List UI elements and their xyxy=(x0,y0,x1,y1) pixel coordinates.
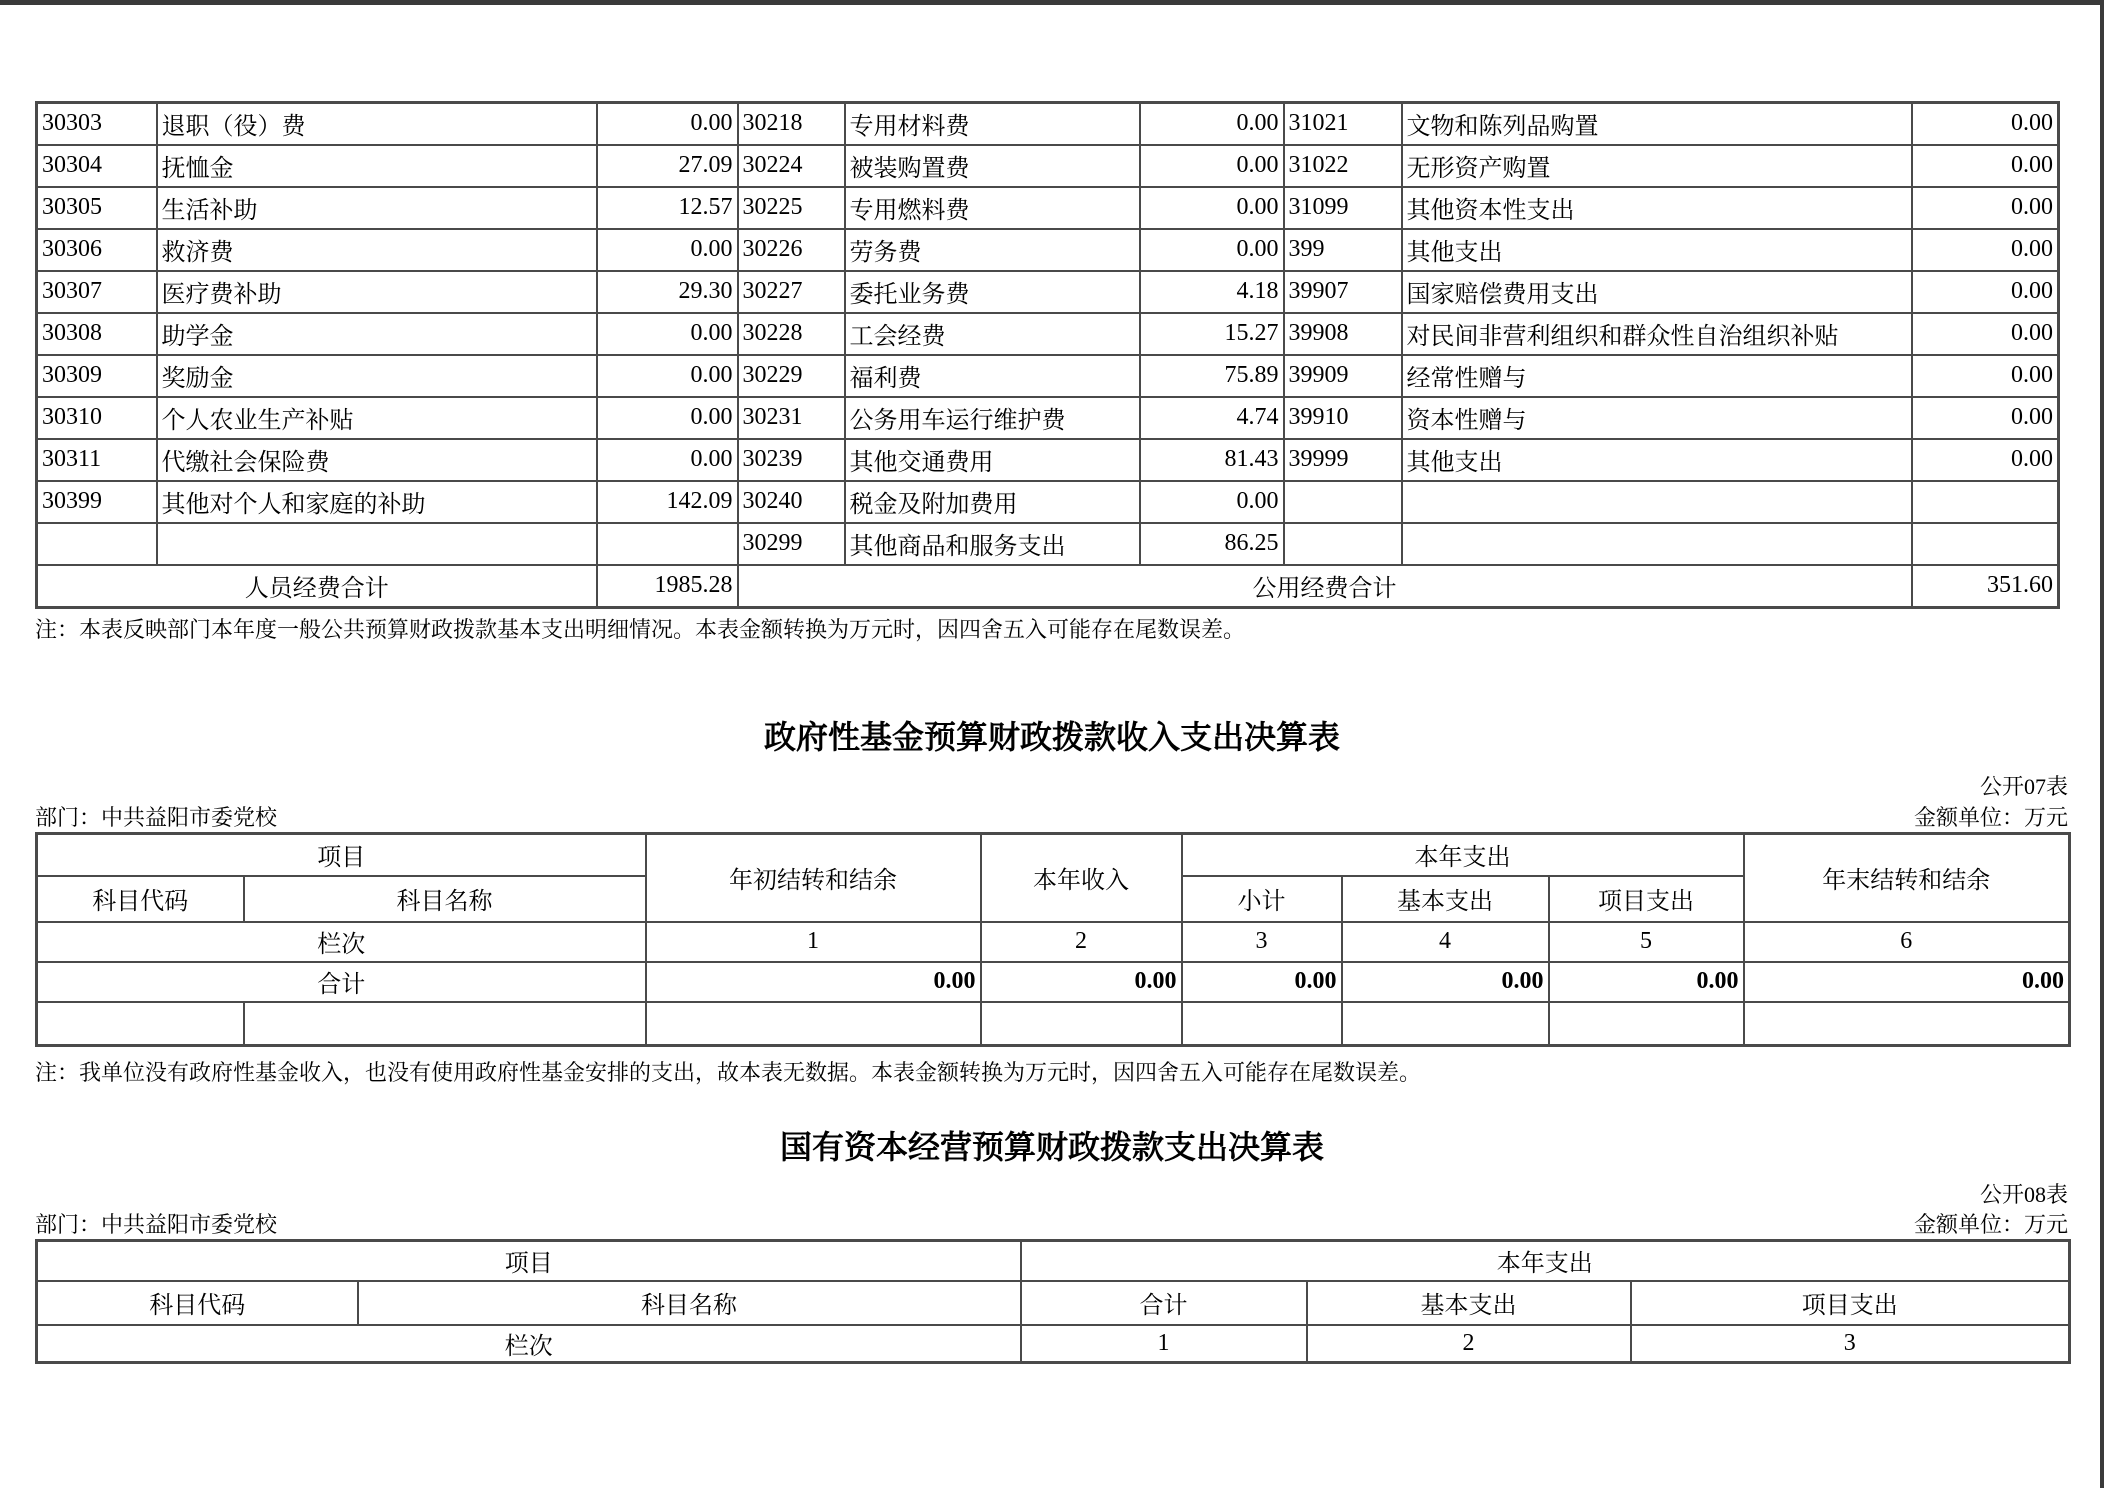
table-row xyxy=(37,187,2059,229)
table-row xyxy=(37,397,2059,439)
amount-cell: 27.09 xyxy=(597,145,738,187)
subject-code-cell: 30240 xyxy=(738,481,845,523)
amount-cell: 12.57 xyxy=(597,187,738,229)
subject-code-cell: 31022 xyxy=(1284,145,1402,187)
subject-code-cell: 30226 xyxy=(738,229,845,271)
subject-code-cell: 30307 xyxy=(37,271,157,313)
subject-code-cell: 30311 xyxy=(37,439,157,481)
column-index: 1 xyxy=(1021,1325,1307,1363)
table-row xyxy=(37,481,2059,523)
subject-name-cell: 劳务费 xyxy=(845,229,1140,271)
gov-fund-total-row xyxy=(37,962,2070,1002)
amount-cell: 142.09 xyxy=(597,481,738,523)
empty-cell xyxy=(37,523,157,565)
subject-name-cell: 税金及附加费用 xyxy=(845,481,1140,523)
public-total-value: 351.60 xyxy=(1912,565,2059,608)
subject-name-cell: 其他对个人和家庭的补助 xyxy=(157,481,597,523)
subject-code-cell: 30399 xyxy=(37,481,157,523)
empty-cell xyxy=(1284,523,1402,565)
amount-cell: 0.00 xyxy=(1912,439,2059,481)
total-value: 0.00 xyxy=(981,962,1182,1002)
subject-name-cell: 生活补助 xyxy=(157,187,597,229)
header-subject-name: 科目名称 xyxy=(244,876,646,922)
gov-fund-header-row-1 xyxy=(37,834,2070,876)
basic-expense-note: 注：本表反映部门本年度一般公共预算财政拨款基本支出明细情况。本表金额转换为万元时，因四舍五入可能存在尾数误差。 xyxy=(35,617,1246,642)
header-basic-expense: 基本支出 xyxy=(1307,1281,1631,1325)
amount-cell: 86.25 xyxy=(1140,523,1284,565)
amount-cell: 0.00 xyxy=(1912,145,2059,187)
amount-cell: 0.00 xyxy=(1140,103,1284,145)
column-index: 4 xyxy=(1342,922,1549,962)
subject-code-cell: 30305 xyxy=(37,187,157,229)
subject-name-cell: 抚恤金 xyxy=(157,145,597,187)
subject-code-cell: 399 xyxy=(1284,229,1402,271)
table-row xyxy=(37,103,2059,145)
column-index: 2 xyxy=(981,922,1182,962)
table-row xyxy=(37,313,2059,355)
empty-cell xyxy=(1284,481,1402,523)
basic-expense-table xyxy=(35,101,2060,609)
header-project: 项目 xyxy=(37,834,646,876)
amount-cell: 15.27 xyxy=(1140,313,1284,355)
state-capital-sheet-label: 公开08表 xyxy=(1979,1182,2068,1207)
subject-code-cell: 30231 xyxy=(738,397,845,439)
subject-name-cell: 被装购置费 xyxy=(845,145,1140,187)
table-row xyxy=(37,229,2059,271)
subject-code-cell: 30228 xyxy=(738,313,845,355)
gov-fund-meta-line xyxy=(35,801,2068,832)
header-subject-code: 科目代码 xyxy=(37,1281,358,1325)
subject-name-cell: 医疗费补助 xyxy=(157,271,597,313)
empty-cell xyxy=(1402,523,1912,565)
subject-code-cell: 30227 xyxy=(738,271,845,313)
amount-cell: 81.43 xyxy=(1140,439,1284,481)
column-index: 5 xyxy=(1549,922,1744,962)
state-capital-table-title: 国有资本经营预算财政拨款支出决算表 xyxy=(779,1129,1324,1165)
subject-code-cell: 30308 xyxy=(37,313,157,355)
personnel-total-value: 1985.28 xyxy=(597,565,738,608)
page-top-border xyxy=(0,0,2104,5)
gov-fund-column-index-row xyxy=(37,922,2070,962)
empty-cell xyxy=(157,523,597,565)
amount-cell: 0.00 xyxy=(1912,103,2059,145)
empty-cell xyxy=(244,1002,646,1046)
amount-cell: 0.00 xyxy=(1912,397,2059,439)
subject-name-cell: 其他支出 xyxy=(1402,439,1912,481)
table-row xyxy=(37,271,2059,313)
amount-cell: 0.00 xyxy=(597,397,738,439)
totals-row xyxy=(37,565,2059,608)
subject-code-cell: 30229 xyxy=(738,355,845,397)
gov-fund-table xyxy=(35,832,2071,1047)
total-value: 0.00 xyxy=(1182,962,1342,1002)
subject-name-cell: 个人农业生产补贴 xyxy=(157,397,597,439)
basic-expense-table-body xyxy=(37,103,2059,565)
table-row xyxy=(37,439,2059,481)
subject-code-cell: 30218 xyxy=(738,103,845,145)
public-total-label: 公用经费合计 xyxy=(738,565,1912,608)
state-capital-header-row-2 xyxy=(37,1281,2070,1325)
empty-cell xyxy=(1402,481,1912,523)
amount-cell: 4.74 xyxy=(1140,397,1284,439)
state-capital-column-index-row xyxy=(37,1325,2070,1363)
gov-fund-department: 部门：中共益阳市委党校 xyxy=(35,805,278,830)
header-project-expense: 项目支出 xyxy=(1549,876,1744,922)
gov-fund-unit-label: 金额单位：万元 xyxy=(1913,805,2068,830)
subject-name-cell: 专用燃料费 xyxy=(845,187,1140,229)
header-end-balance: 年末结转和结余 xyxy=(1744,834,2070,922)
state-capital-unit-label: 金额单位：万元 xyxy=(1913,1212,2068,1237)
amount-cell: 0.00 xyxy=(1140,481,1284,523)
subject-name-cell: 代缴社会保险费 xyxy=(157,439,597,481)
table-row xyxy=(37,523,2059,565)
subject-code-cell: 30309 xyxy=(37,355,157,397)
state-capital-header-row-1 xyxy=(37,1241,2070,1281)
gov-fund-empty-row xyxy=(37,1002,2070,1046)
subject-name-cell: 公务用车运行维护费 xyxy=(845,397,1140,439)
total-value: 0.00 xyxy=(646,962,981,1002)
subject-name-cell: 其他交通费用 xyxy=(845,439,1140,481)
total-value: 0.00 xyxy=(1744,962,2070,1002)
amount-cell: 0.00 xyxy=(597,439,738,481)
amount-cell: 0.00 xyxy=(1912,187,2059,229)
empty-cell xyxy=(1342,1002,1549,1046)
subject-code-cell: 30304 xyxy=(37,145,157,187)
header-total: 合计 xyxy=(1021,1281,1307,1325)
amount-cell: 0.00 xyxy=(1912,271,2059,313)
empty-cell xyxy=(1912,523,2059,565)
empty-cell xyxy=(1912,481,2059,523)
subject-name-cell: 对民间非营利组织和群众性自治组织补贴 xyxy=(1402,313,1912,355)
subject-name-cell: 福利费 xyxy=(845,355,1140,397)
header-year-expense: 本年支出 xyxy=(1182,834,1744,876)
header-year-income: 本年收入 xyxy=(981,834,1182,922)
subject-name-cell: 退职（役）费 xyxy=(157,103,597,145)
subject-name-cell: 无形资产购置 xyxy=(1402,145,1912,187)
empty-cell xyxy=(1182,1002,1342,1046)
basic-expense-table-totals xyxy=(37,565,2059,608)
header-subtotal: 小计 xyxy=(1182,876,1342,922)
table-row xyxy=(37,355,2059,397)
subject-name-cell: 其他支出 xyxy=(1402,229,1912,271)
subject-name-cell: 委托业务费 xyxy=(845,271,1140,313)
state-capital-table xyxy=(35,1239,2071,1364)
subject-name-cell: 工会经费 xyxy=(845,313,1140,355)
empty-cell xyxy=(1549,1002,1744,1046)
subject-name-cell: 其他商品和服务支出 xyxy=(845,523,1140,565)
amount-cell: 75.89 xyxy=(1140,355,1284,397)
amount-cell: 0.00 xyxy=(1140,229,1284,271)
column-index: 1 xyxy=(646,922,981,962)
subject-name-cell: 救济费 xyxy=(157,229,597,271)
amount-cell: 0.00 xyxy=(1140,187,1284,229)
subject-name-cell: 助学金 xyxy=(157,313,597,355)
subject-code-cell: 30303 xyxy=(37,103,157,145)
empty-cell xyxy=(981,1002,1182,1046)
header-project: 项目 xyxy=(37,1241,1021,1281)
header-begin-balance: 年初结转和结余 xyxy=(646,834,981,922)
amount-cell: 0.00 xyxy=(597,103,738,145)
total-label: 合计 xyxy=(37,962,646,1002)
subject-name-cell: 专用材料费 xyxy=(845,103,1140,145)
gov-fund-note: 注：我单位没有政府性基金收入，也没有使用政府性基金安排的支出，故本表无数据。本表金额转换为万元时，因四舍五入可能存在尾数误差。 xyxy=(35,1060,1422,1085)
amount-cell: 4.18 xyxy=(1140,271,1284,313)
subject-code-cell: 30239 xyxy=(738,439,845,481)
subject-code-cell: 31099 xyxy=(1284,187,1402,229)
amount-cell: 0.00 xyxy=(1912,355,2059,397)
state-capital-meta-line xyxy=(35,1208,2068,1239)
subject-code-cell: 39999 xyxy=(1284,439,1402,481)
column-index: 6 xyxy=(1744,922,2070,962)
state-capital-department: 部门：中共益阳市委党校 xyxy=(35,1212,278,1237)
subject-name-cell: 奖励金 xyxy=(157,355,597,397)
subject-name-cell: 文物和陈列品购置 xyxy=(1402,103,1912,145)
empty-cell xyxy=(1744,1002,2070,1046)
subject-name-cell: 国家赔偿费用支出 xyxy=(1402,271,1912,313)
header-basic-expense: 基本支出 xyxy=(1342,876,1549,922)
subject-code-cell: 30224 xyxy=(738,145,845,187)
total-value: 0.00 xyxy=(1342,962,1549,1002)
empty-cell xyxy=(597,523,738,565)
subject-code-cell: 39910 xyxy=(1284,397,1402,439)
subject-code-cell: 31021 xyxy=(1284,103,1402,145)
column-index: 3 xyxy=(1631,1325,2070,1363)
gov-fund-sheet-label: 公开07表 xyxy=(1979,774,2068,799)
amount-cell: 0.00 xyxy=(1140,145,1284,187)
subject-code-cell: 39908 xyxy=(1284,313,1402,355)
empty-cell xyxy=(646,1002,981,1046)
subject-code-cell: 39909 xyxy=(1284,355,1402,397)
column-index-label: 栏次 xyxy=(37,922,646,962)
column-index: 2 xyxy=(1307,1325,1631,1363)
amount-cell: 0.00 xyxy=(597,229,738,271)
subject-code-cell: 30310 xyxy=(37,397,157,439)
empty-cell xyxy=(37,1002,244,1046)
subject-code-cell: 39907 xyxy=(1284,271,1402,313)
amount-cell: 0.00 xyxy=(597,313,738,355)
subject-code-cell: 30299 xyxy=(738,523,845,565)
subject-code-cell: 30306 xyxy=(37,229,157,271)
total-value: 0.00 xyxy=(1549,962,1744,1002)
amount-cell: 0.00 xyxy=(1912,313,2059,355)
personnel-total-label: 人员经费合计 xyxy=(37,565,597,608)
header-project-expense: 项目支出 xyxy=(1631,1281,2070,1325)
header-subject-code: 科目代码 xyxy=(37,876,244,922)
column-index: 3 xyxy=(1182,922,1342,962)
header-year-expense: 本年支出 xyxy=(1021,1241,2070,1281)
amount-cell: 0.00 xyxy=(1912,229,2059,271)
gov-fund-table-title: 政府性基金预算财政拨款收入支出决算表 xyxy=(763,719,1340,755)
column-index-label: 栏次 xyxy=(37,1325,1021,1363)
amount-cell: 29.30 xyxy=(597,271,738,313)
amount-cell: 0.00 xyxy=(597,355,738,397)
table-row xyxy=(37,145,2059,187)
subject-name-cell: 经常性赠与 xyxy=(1402,355,1912,397)
header-subject-name: 科目名称 xyxy=(358,1281,1021,1325)
subject-code-cell: 30225 xyxy=(738,187,845,229)
subject-name-cell: 资本性赠与 xyxy=(1402,397,1912,439)
subject-name-cell: 其他资本性支出 xyxy=(1402,187,1912,229)
